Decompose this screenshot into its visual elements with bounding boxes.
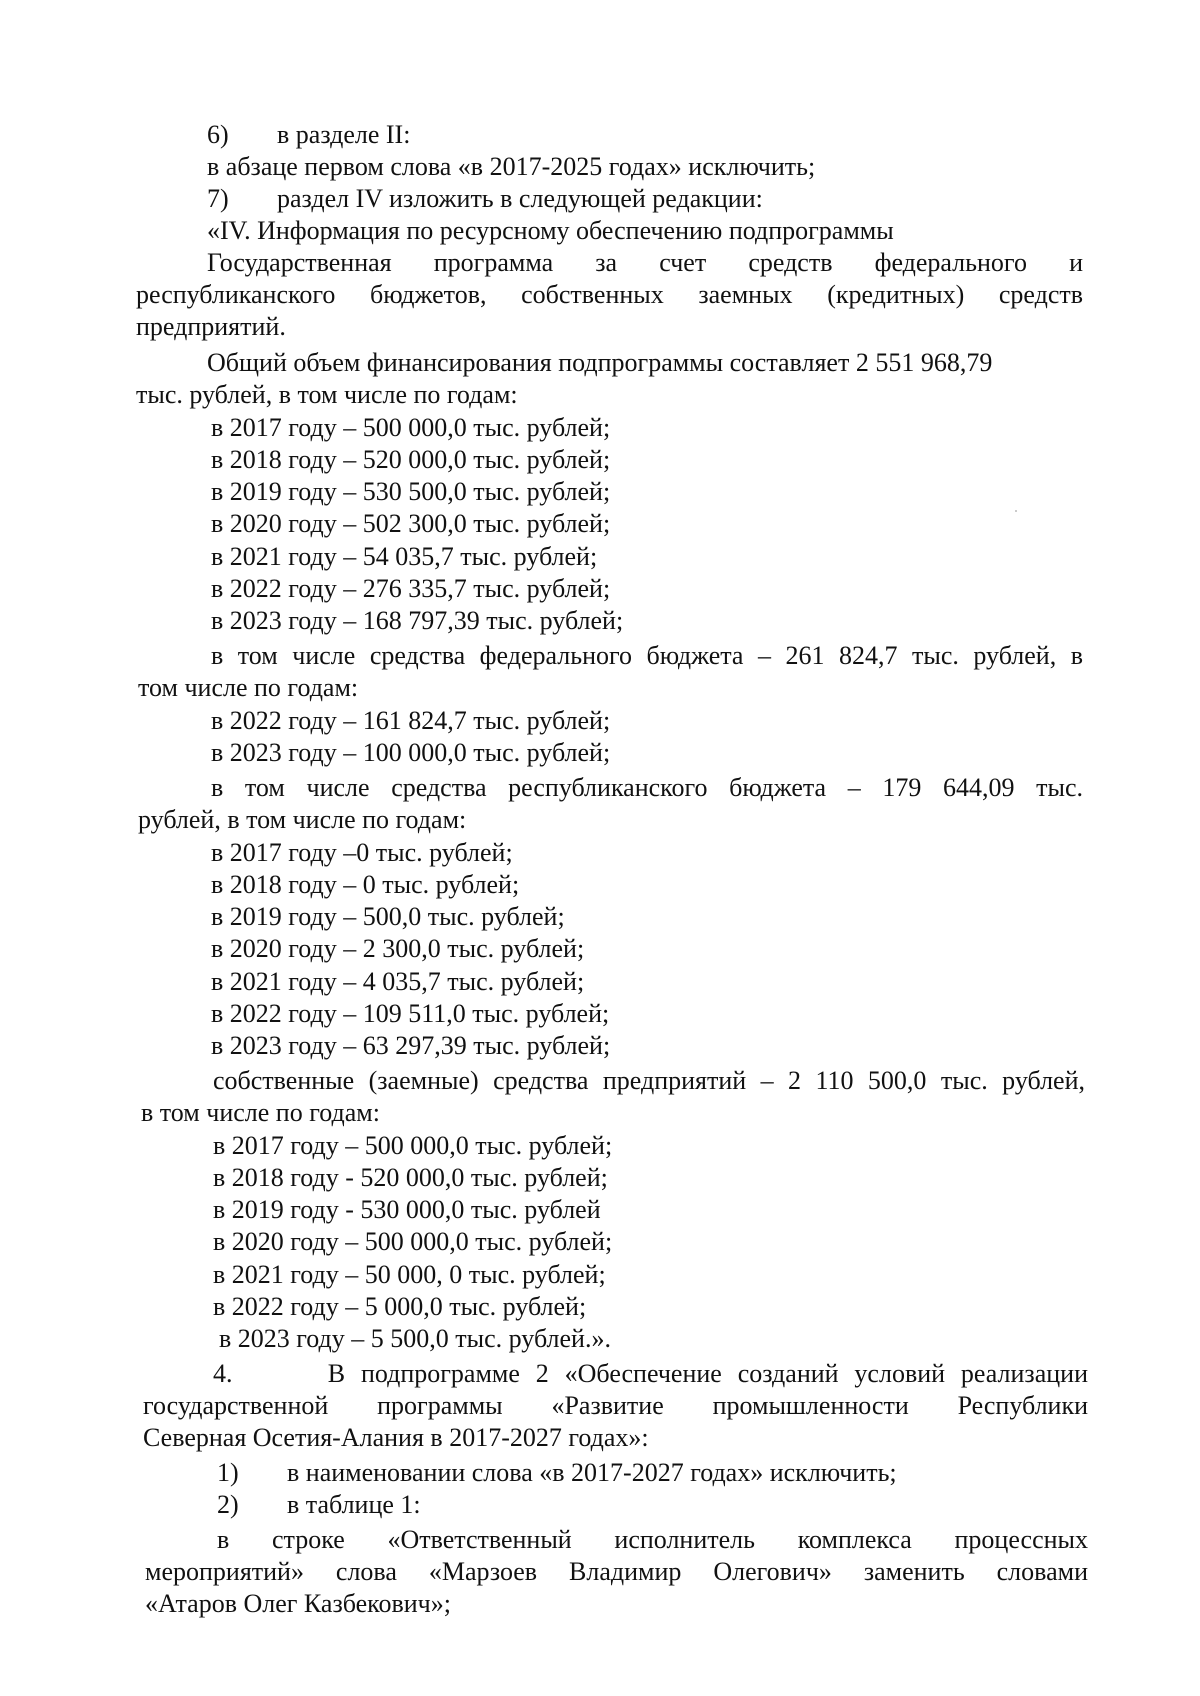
text-line: предприятий. <box>136 312 286 341</box>
list-item-4 <box>213 1358 1088 1390</box>
year-line: в 2018 году - 520 000,0 тыс. рублей; <box>213 1163 608 1192</box>
text-line: Северная Осетия-Алания в 2017-2027 годах»: <box>143 1423 649 1452</box>
list-item-1 <box>217 1457 897 1489</box>
year-line: в 2019 году – 500,0 тыс. рублей; <box>211 902 565 931</box>
year-line: в 2022 году – 5 000,0 тыс. рублей; <box>213 1292 587 1321</box>
year-line: в 2022 году – 276 335,7 тыс. рублей; <box>211 574 611 603</box>
item-text: в наименовании слова «в 2017-2027 годах» исключить; <box>287 1458 897 1487</box>
item-text: в таблице 1: <box>287 1490 421 1519</box>
year-line: в 2020 году – 502 300,0 тыс. рублей; <box>211 509 611 538</box>
item-text: в разделе II: <box>277 120 411 149</box>
text-line: мероприятий» слова «Марзоев Владимир Олегович» заменить словами <box>145 1557 1088 1586</box>
year-line: в 2017 году –0 тыс. рублей; <box>211 838 513 867</box>
year-line: в 2019 году – 530 500,0 тыс. рублей; <box>211 477 611 506</box>
text-line: государственной программы «Развитие промышленности Республики <box>143 1391 1088 1420</box>
year-line: в 2021 году – 54 035,7 тыс. рублей; <box>211 542 598 571</box>
item-text: В подпрограмме 2 «Обеспечение созданий условий реализации <box>327 1359 1088 1388</box>
text-line: тыс. рублей, в том числе по годам: <box>136 380 518 409</box>
year-line: в 2021 году – 50 000, 0 тыс. рублей; <box>213 1260 606 1289</box>
year-line: в 2023 году – 168 797,39 тыс. рублей; <box>211 606 624 635</box>
text-line: «Атаров Олег Казбекович»; <box>145 1589 451 1618</box>
text-line: рублей, в том числе по годам: <box>138 805 467 834</box>
section-heading: «IV. Информация по ресурсному обеспечению подпрограммы <box>207 216 894 245</box>
year-line: в 2017 году – 500 000,0 тыс. рублей; <box>211 413 611 442</box>
text-line: том числе по годам: <box>138 673 359 702</box>
item-number: 7) <box>207 184 229 213</box>
year-line: в 2023 году – 63 297,39 тыс. рублей; <box>211 1031 611 1060</box>
list-item-6 <box>207 119 410 151</box>
item-number: 2) <box>217 1490 239 1519</box>
text-line: в том числе средства федерального бюджета – 261 824,7 тыс. рублей, в <box>211 641 1083 670</box>
list-item-7 <box>207 183 763 215</box>
year-line: в 2018 году – 520 000,0 тыс. рублей; <box>211 445 611 474</box>
year-line: в 2017 году – 500 000,0 тыс. рублей; <box>213 1131 613 1160</box>
scan-speck <box>1015 510 1017 512</box>
year-line: в 2023 году – 5 500,0 тыс. рублей.». <box>219 1324 611 1353</box>
text-line: собственные (заемные) средства предприятий – 2 110 500,0 тыс. рублей, <box>213 1066 1085 1095</box>
item-number: 4. <box>213 1359 233 1388</box>
item-number: 6) <box>207 120 229 149</box>
year-line: в 2020 году – 2 300,0 тыс. рублей; <box>211 934 585 963</box>
item-text: раздел IV изложить в следующей редакции: <box>277 184 763 213</box>
text-line: Общий объем финансирования подпрограммы составляет 2 551 968,79 <box>207 348 993 377</box>
text-line: Государственная программа за счет средств федерального и <box>207 248 1083 277</box>
year-line: в 2018 году – 0 тыс. рублей; <box>211 870 520 899</box>
text-line: в том числе по годам: <box>141 1098 380 1127</box>
text-line: в абзаце первом слова «в 2017-2025 годах» исключить; <box>207 152 816 181</box>
text-line: в том числе средства республиканского бюджета – 179 644,09 тыс. <box>211 773 1083 802</box>
text-line: в строке «Ответственный исполнитель комплекса процессных <box>217 1525 1088 1554</box>
year-line: в 2020 году – 500 000,0 тыс. рублей; <box>213 1227 613 1256</box>
item-number: 1) <box>217 1458 239 1487</box>
year-line: в 2022 году – 161 824,7 тыс. рублей; <box>211 706 611 735</box>
year-line: в 2022 году – 109 511,0 тыс. рублей; <box>211 999 610 1028</box>
year-line: в 2023 году – 100 000,0 тыс. рублей; <box>211 738 611 767</box>
year-line: в 2021 году – 4 035,7 тыс. рублей; <box>211 967 585 996</box>
year-line: в 2019 году - 530 000,0 тыс. рублей <box>213 1195 601 1224</box>
text-line: республиканского бюджетов, собственных заемных (кредитных) средств <box>136 280 1083 309</box>
list-item-2 <box>217 1489 421 1521</box>
